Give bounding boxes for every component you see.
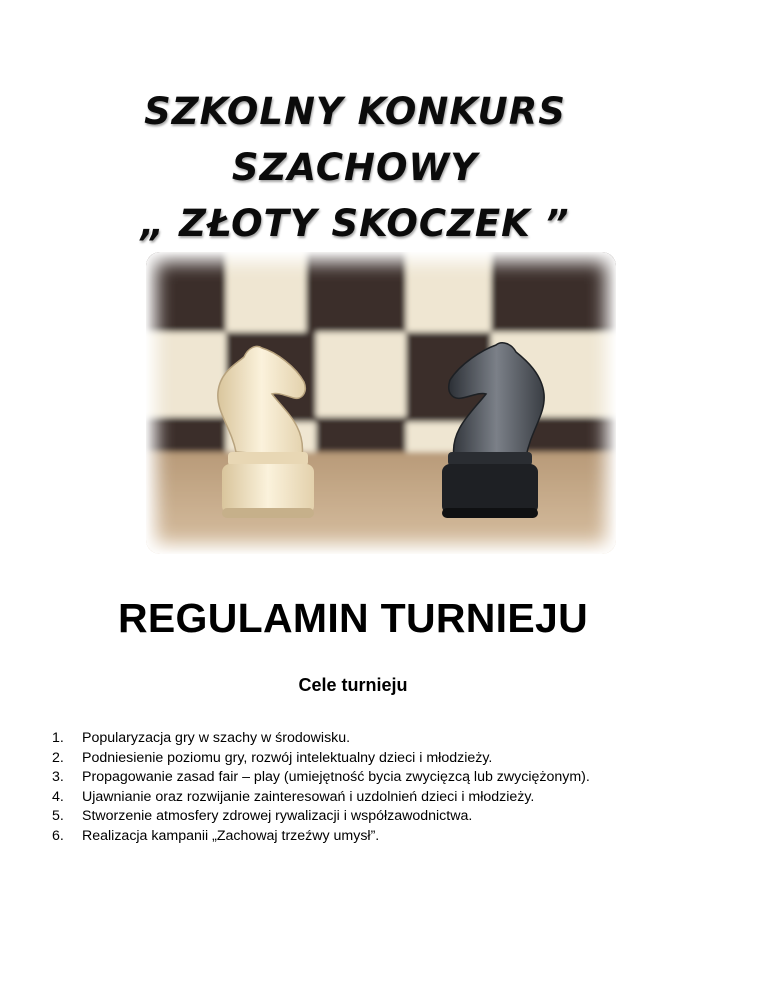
title-line-3: „ ZŁOTY SKOCZEK ”	[140, 202, 570, 245]
list-item	[52, 788, 666, 808]
list-item	[52, 729, 666, 749]
section-title: Cele turnieju	[298, 675, 408, 695]
title-line-2: SZACHOWY	[231, 146, 479, 189]
title-line-1: SZKOLNY KONKURS	[144, 90, 566, 133]
list-item-number: 2.	[52, 749, 64, 766]
list-item-number: 6.	[52, 827, 64, 844]
chess-knights-photo	[146, 252, 616, 554]
page-heading: REGULAMIN TURNIEJU	[117, 595, 589, 641]
list-item-number: 1.	[52, 730, 64, 746]
title-block	[120, 84, 590, 252]
list-item-text: Realizacja kampanii „Zachowaj trzeźwy umysł”.	[82, 827, 380, 844]
list-item	[52, 807, 666, 827]
list-item-text: Propagowanie zasad fair – play (umiejętność bycia zwycięzcą lub zwyciężonym).	[82, 769, 590, 785]
list-item	[52, 749, 666, 769]
list-item	[52, 827, 666, 847]
list-item-text: Popularyzacja gry w szachy w środowisku.	[82, 730, 351, 746]
list-item	[52, 768, 666, 788]
goals-list	[52, 729, 666, 846]
chess-knights-illustration	[146, 252, 616, 554]
list-item-number: 4.	[52, 788, 64, 805]
list-item-number: 3.	[52, 769, 64, 785]
list-item-number: 5.	[52, 808, 64, 824]
list-item-text: Ujawnianie oraz rozwijanie zainteresowań i uzdolnień dzieci i młodzieży.	[82, 788, 535, 805]
list-item-text: Stworzenie atmosfery zdrowej rywalizacji i współzawodnictwa.	[82, 808, 473, 824]
list-item-text: Podniesienie poziomu gry, rozwój intelektualny dzieci i młodzieży.	[82, 749, 493, 766]
